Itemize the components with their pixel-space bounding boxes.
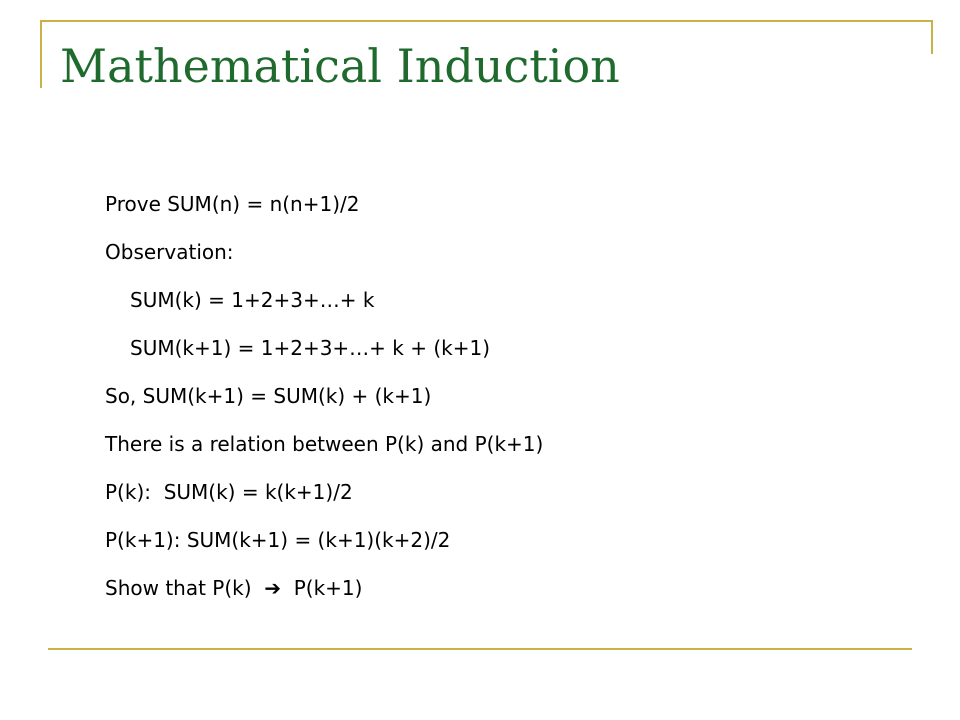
body-line: P(k): SUM(k) = k(k+1)/2 [105,480,353,504]
top-right-rule [931,20,933,54]
body-line: Show that P(k) ➔ P(k+1) [105,576,363,600]
body-line: Prove SUM(n) = n(n+1)/2 [105,192,360,216]
slide-title: Mathematical Induction [60,39,620,93]
body-line: Observation: [105,240,234,264]
body-line: SUM(k) = 1+2+3+…+ k [130,288,375,312]
left-rule [40,20,42,88]
slide-body [105,180,543,612]
body-line: There is a relation between P(k) and P(k+1) [105,432,544,456]
body-line: So, SUM(k+1) = SUM(k) + (k+1) [105,384,432,408]
top-rule [40,20,933,22]
body-line: P(k+1): SUM(k+1) = (k+1)(k+2)/2 [105,528,451,552]
body-line: SUM(k+1) = 1+2+3+…+ k + (k+1) [130,336,491,360]
bottom-rule [48,648,912,650]
